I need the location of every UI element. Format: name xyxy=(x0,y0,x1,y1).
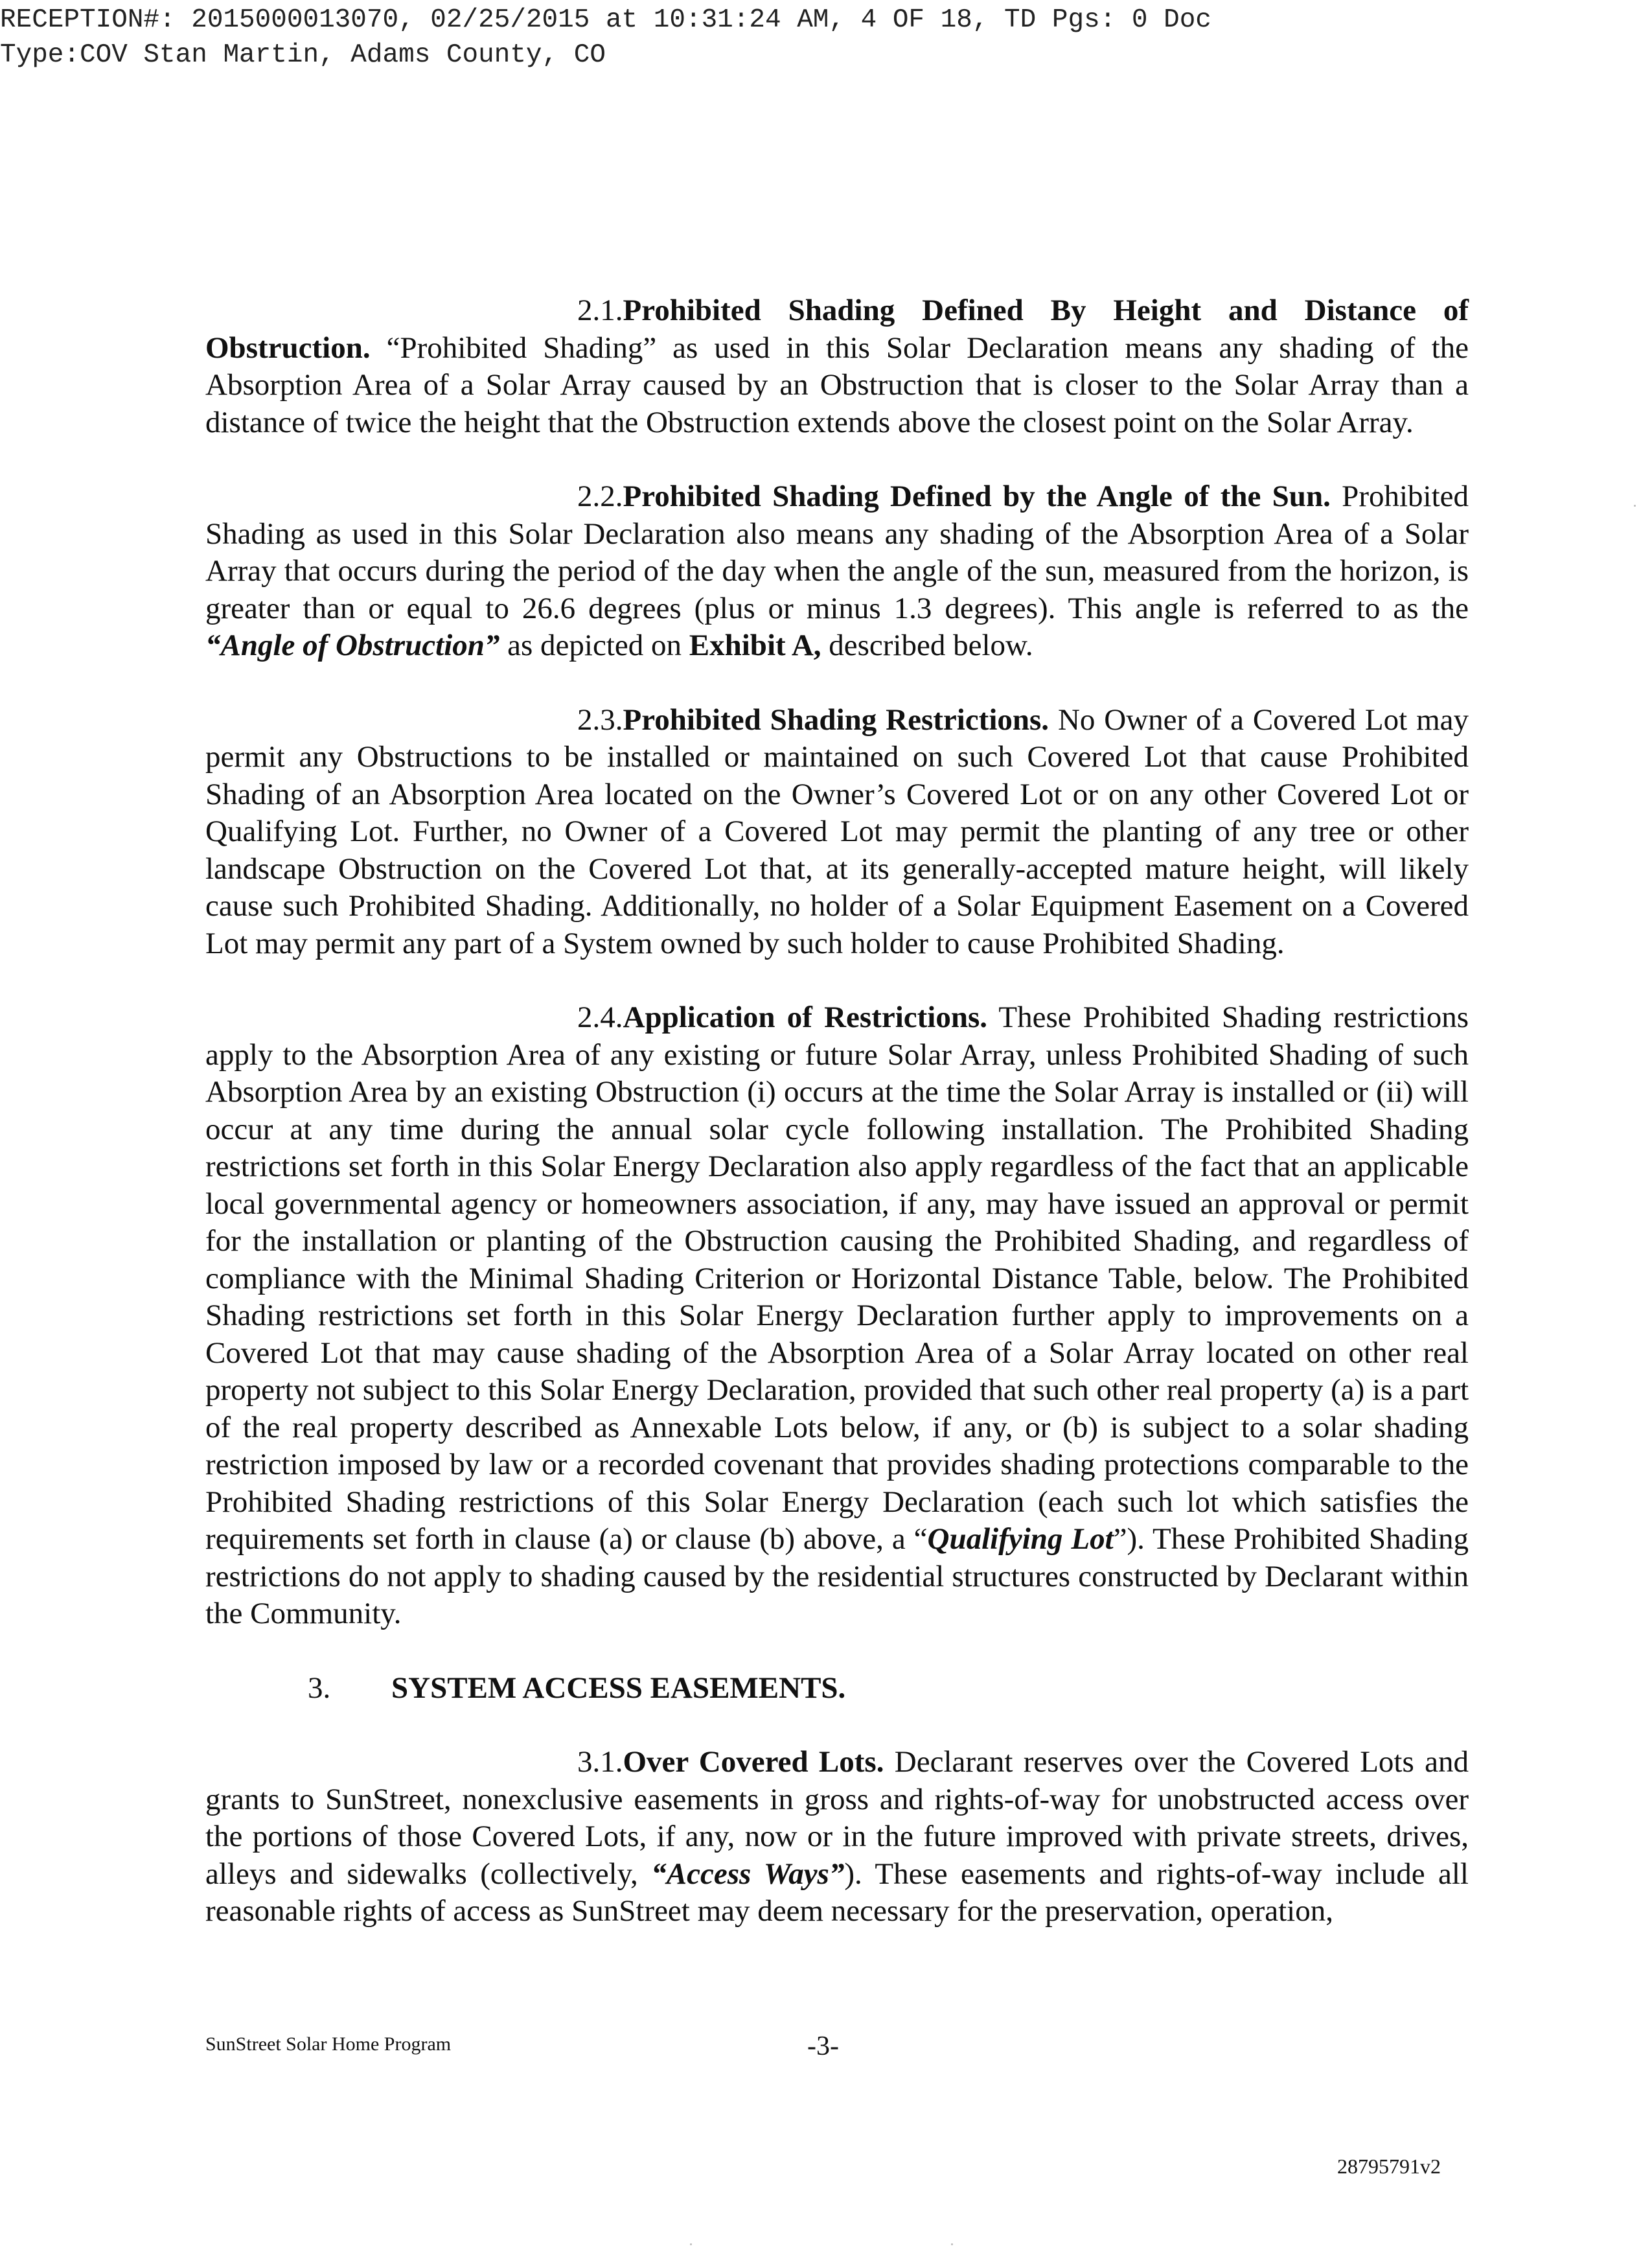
section-2-1 xyxy=(205,292,1469,441)
section-2-4-heading: Application of Restrictions. xyxy=(623,1000,988,1034)
section-2-4-text-b: ”). These Prohibited Shading restrictions do not apply to shading caused by the residential structures constructed by Declarant within the Community. xyxy=(205,1522,1469,1630)
recording-stamp xyxy=(0,3,1555,73)
section-2-2-number: 2.2. xyxy=(577,480,623,513)
access-ways-term: “Access Ways” xyxy=(651,1856,845,1891)
footer-program-name: SunStreet Solar Home Program xyxy=(205,2033,452,2055)
section-2-1-number: 2.1. xyxy=(577,294,623,327)
qualifying-lot-term: Qualifying Lot xyxy=(927,1522,1114,1556)
page-number: -3- xyxy=(807,2031,839,2061)
section-2-4-text-a: These Prohibited Shading restrictions apply to the Absorption Area of any existing or future Solar Array, unless Prohibited Shading of such Absorption Area by an existing Obstruction (i) occurs at the time the Solar Array is installed or (ii) will occur at any time during the annual solar cycle following installation. The Prohibited Shading restrictions set forth in this Solar Energy Declaration also apply regardless of the fact that an applicable local governmental agency or homeowners association, if any, may have issued an approval or permit for the installation or planting of the Obstruction causing the Prohibited Shading, and regardless of compliance with the Minimal Shading Criterion or Horizontal Distance Table, below. The Prohibited Shading restrictions set forth in this Solar Energy Declaration further apply to improvements on a Covered Lot that may cause shading of the Absorption Area of a Solar Array located on other real property not subject to this Solar Energy Declaration, provided that such other real property (a) is a part of the real property described as Annexable Lots below, if any, or (b) is subject to a solar shading restriction imposed by law or a recorded covenant that provides shading protections comparable to the Prohibited Shading restrictions of this Solar Energy Declaration (each such lot which satisfies the requirements set forth in clause (a) or clause (b) above, a “ xyxy=(205,1000,1469,1556)
recording-stamp-line-2: Type:COV Stan Martin, Adams County, CO xyxy=(0,40,606,70)
scan-speck xyxy=(951,2243,953,2245)
section-2-2-heading: Prohibited Shading Defined by the Angle of the Sun. xyxy=(623,480,1331,513)
section-2-1-heading: Prohibited Shading Defined By Height and Distance of Obstruction. xyxy=(205,294,1469,365)
section-3-1-text-a: Declarant reserves over the Covered Lots and grants to SunStreet, nonexclusive easements in gross and rights-of-way for unobstructed access over the portions of those Covered Lots, if any, now or in the future improved with private streets, drives, alleys and sidewalks (collectively, xyxy=(205,1745,1469,1891)
section-2-3-number: 2.3. xyxy=(577,702,623,737)
section-3-1 xyxy=(205,1744,1469,1930)
section-3-1-number: 3.1. xyxy=(577,1745,623,1779)
section-3-heading xyxy=(205,1670,1469,1707)
section-2-3-heading: Prohibited Shading Restrictions. xyxy=(623,702,1050,737)
section-2-2-text-c: described below. xyxy=(821,629,1033,662)
section-2-1-text: “Prohibited Shading” as used in this Solar Declaration means any shading of the Absorption Area of a Solar Array caused by an Obstruction that is closer to the Solar Array than a distance of twice the height that the Obstruction extends above the closest point on the Solar Array. xyxy=(205,330,1469,439)
scan-speck xyxy=(1634,505,1636,507)
section-3-1-heading: Over Covered Lots. xyxy=(623,1745,884,1779)
section-2-3 xyxy=(205,702,1469,963)
section-2-4 xyxy=(205,999,1469,1633)
section-2-2-text-a: Prohibited Shading as used in this Solar Declaration also means any shading of the Absorption Area of a Solar Array that occurs during the period of the day when the angle of the sun, measured from the horizon, is greater than or equal to 26.6 degrees (plus or minus 1.3 degrees). This angle is referred to as the xyxy=(205,480,1469,625)
recording-stamp-line-1: RECEPTION#: 2015000013070, 02/25/2015 at 10:31:24 AM, 4 OF 18, TD Pgs: 0 Doc xyxy=(0,5,1211,35)
section-2-2 xyxy=(205,478,1469,665)
exhibit-a-reference: Exhibit A, xyxy=(689,629,821,662)
scan-speck xyxy=(690,2243,692,2245)
section-3-number: 3. xyxy=(308,1671,331,1705)
section-2-2-text-b: as depicted on xyxy=(499,629,689,662)
angle-of-obstruction-term: “Angle of Obstruction” xyxy=(205,629,500,662)
section-3-1-text-b: ). These easements and rights-of-way include all reasonable rights of access as SunStreet may deem necessary for the preservation, operation, xyxy=(205,1856,1469,1928)
document-body xyxy=(205,292,1469,1967)
section-2-4-number: 2.4. xyxy=(577,1000,623,1034)
document-id: 28795791v2 xyxy=(1337,2155,1441,2178)
section-3-title: SYSTEM ACCESS EASEMENTS. xyxy=(391,1671,846,1705)
section-2-3-text: No Owner of a Covered Lot may permit any Obstructions to be installed or maintained on such Covered Lot that cause Prohibited Shading of an Absorption Area located on the Owner’s Covered Lot or on any other Covered Lot or Qualifying Lot. Further, no Owner of a Covered Lot may permit the planting of any tree or other landscape Obstruction on the Covered Lot that, at its generally-accepted mature height, will likely cause such Prohibited Shading. Additionally, no holder of a Solar Equipment Easement on a Covered Lot may permit any part of a System owned by such holder to cause Prohibited Shading. xyxy=(205,702,1469,960)
